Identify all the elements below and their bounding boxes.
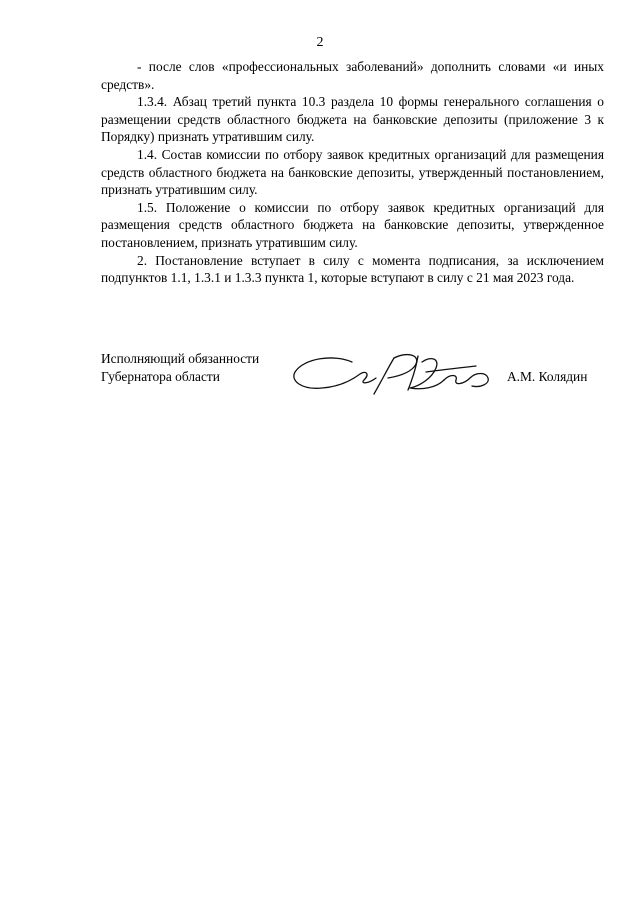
- signer-name: А.М. Колядин: [507, 369, 588, 384]
- paragraph-2: 2. Постановление вступает в силу с момента подписания, за исключением подпунктов 1.1, 1.3.1 и 1.3.3 пункта 1, которые вступают в силу с 21 мая 2023 года.: [101, 252, 604, 286]
- paragraph-amendment-words: - после слов «профессиональных заболеваний» дополнить словами «и иных средств».: [101, 59, 604, 92]
- page-number: 2: [316, 35, 324, 50]
- document-body: [101, 58, 604, 287]
- signer-title: [101, 350, 259, 385]
- signer-title-line-1: Исполняющий обязанности: [101, 351, 260, 366]
- signature-block: [101, 350, 604, 410]
- paragraph-1-3-4: 1.3.4. Абзац третий пункта 10.3 раздела 10 формы генерального соглашения о размещении средств областного бюджета на банковские депозиты (приложение 3 к Порядку) признать утратившим силу.: [101, 94, 604, 145]
- signer-title-line-2: Губернатора области: [101, 368, 220, 384]
- handwritten-signature: [290, 350, 500, 396]
- paragraph-1-5: 1.5. Положение о комиссии по отбору заявок кредитных организаций для размещения средств областного бюджета на банковские депозиты, утвержденное постановлением, признать утратившим силу.: [101, 199, 604, 250]
- paragraph-1-4: 1.4. Состав комиссии по отбору заявок кредитных организаций для размещения средств областного бюджета на банковские депозиты, утвержденный постановлением, признать утратившим силу.: [101, 146, 604, 198]
